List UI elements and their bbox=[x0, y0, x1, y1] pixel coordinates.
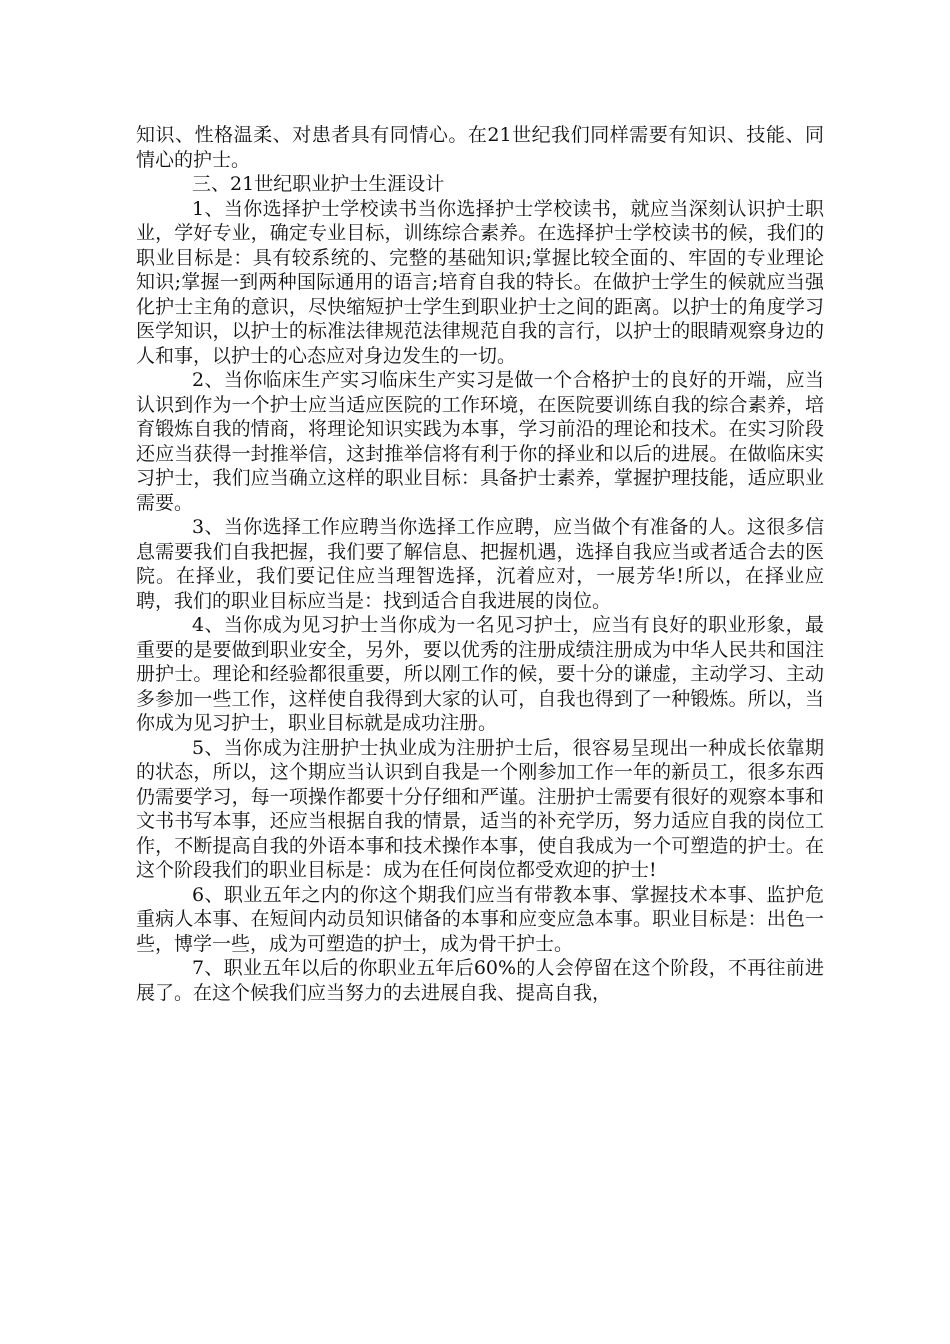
document-body bbox=[136, 123, 824, 1005]
paragraph-3: 3、当你选择工作应聘当你选择工作应聘，应当做个有准备的人。这很多信息需要我们自我把握，我们要了解信息、把握机遇，选择自我应当或者适合去的医院。在择业，我们要记住应当理智选择，沉着应对，一展芳华!所以，在择业应聘，我们的职业目标应当是：找到适合自我进展的岗位。 bbox=[136, 516, 824, 612]
paragraph-7: 7、职业五年以后的你职业五年后60%的人会停留在这个阶段，不再往前进展了。在这个候我们应当努力的去进展自我、提高自我， bbox=[136, 957, 824, 1004]
section-heading: 三、21世纪职业护士生涯设计 bbox=[192, 173, 445, 195]
paragraph-continuation: 知识、性格温柔、对患者具有同情心。在21世纪我们同样需要有知识、技能、同情心的护士。 bbox=[136, 124, 824, 171]
paragraph-6: 6、职业五年之内的你这个期我们应当有带教本事、掌握技术本事、监护危重病人本事、在短间内动员知识储备的本事和应变应急本事。职业目标是：出色一些，博学一些，成为可塑造的护士，成为骨干护士。 bbox=[136, 883, 824, 955]
paragraph-2: 2、当你临床生产实习临床生产实习是做一个合格护士的良好的开端，应当认识到作为一个护士应当适应医院的工作环境，在医院要训练自我的综合素养，培育锻炼自我的情商，将理论知识实践为本事，学习前沿的理论和技术。在实习阶段还应当获得一封推举信，这封推举信将有利于你的择业和以后的进展。在做临床实习护士，我们应当确立这样的职业目标：具备护士素养，掌握护理技能，适应职业需要。 bbox=[136, 369, 824, 514]
paragraph-5: 5、当你成为注册护士执业成为注册护士后，很容易呈现出一种成长依靠期的状态，所以，这个期应当认识到自我是一个刚参加工作一年的新员工，很多东西仍需要学习，每一项操作都要十分仔细和严谨。注册护士需要有很好的观察本事和文书书写本事，还应当根据自我的情景，适当的补充学历，努力适应自我的岗位工作，不断提高自我的外语本事和技术操作本事，使自我成为一个可塑造的护士。在这个阶段我们的职业目标是：成为在任何岗位都受欢迎的护士! bbox=[136, 736, 824, 881]
paragraph-4: 4、当你成为见习护士当你成为一名见习护士，应当有良好的职业形象，最重要的是要做到职业安全，另外，要以优秀的注册成绩注册成为中华人民共和国注册护士。理论和经验都很重要，所以刚工作的候，要十分的谦虚，主动学习、主动多参加一些工作，这样使自我得到大家的认可，自我也得到了一种锻炼。所以，当你成为见习护士，职业目标就是成功注册。 bbox=[136, 614, 824, 734]
paragraph-1: 1、当你选择护士学校读书当你选择护士学校读书，就应当深刻认识护士职业，学好专业，确定专业目标，训练综合素养。在选择护士学校读书的候，我们的职业目标是：具有较系统的、完整的基础知识;掌握比较全面的、牢固的专业理论知识;掌握一到两种国际通用的语言;培育自我的特长。在做护士学生的候就应当强化护士主角的意识，尽快缩短护士学生到职业护士之间的距离。以护士的角度学习医学知识，以护士的标准法律规范法律规范自我的言行，以护士的眼睛观察身边的人和事，以护士的心态应对身边发生的一切。 bbox=[136, 197, 824, 367]
